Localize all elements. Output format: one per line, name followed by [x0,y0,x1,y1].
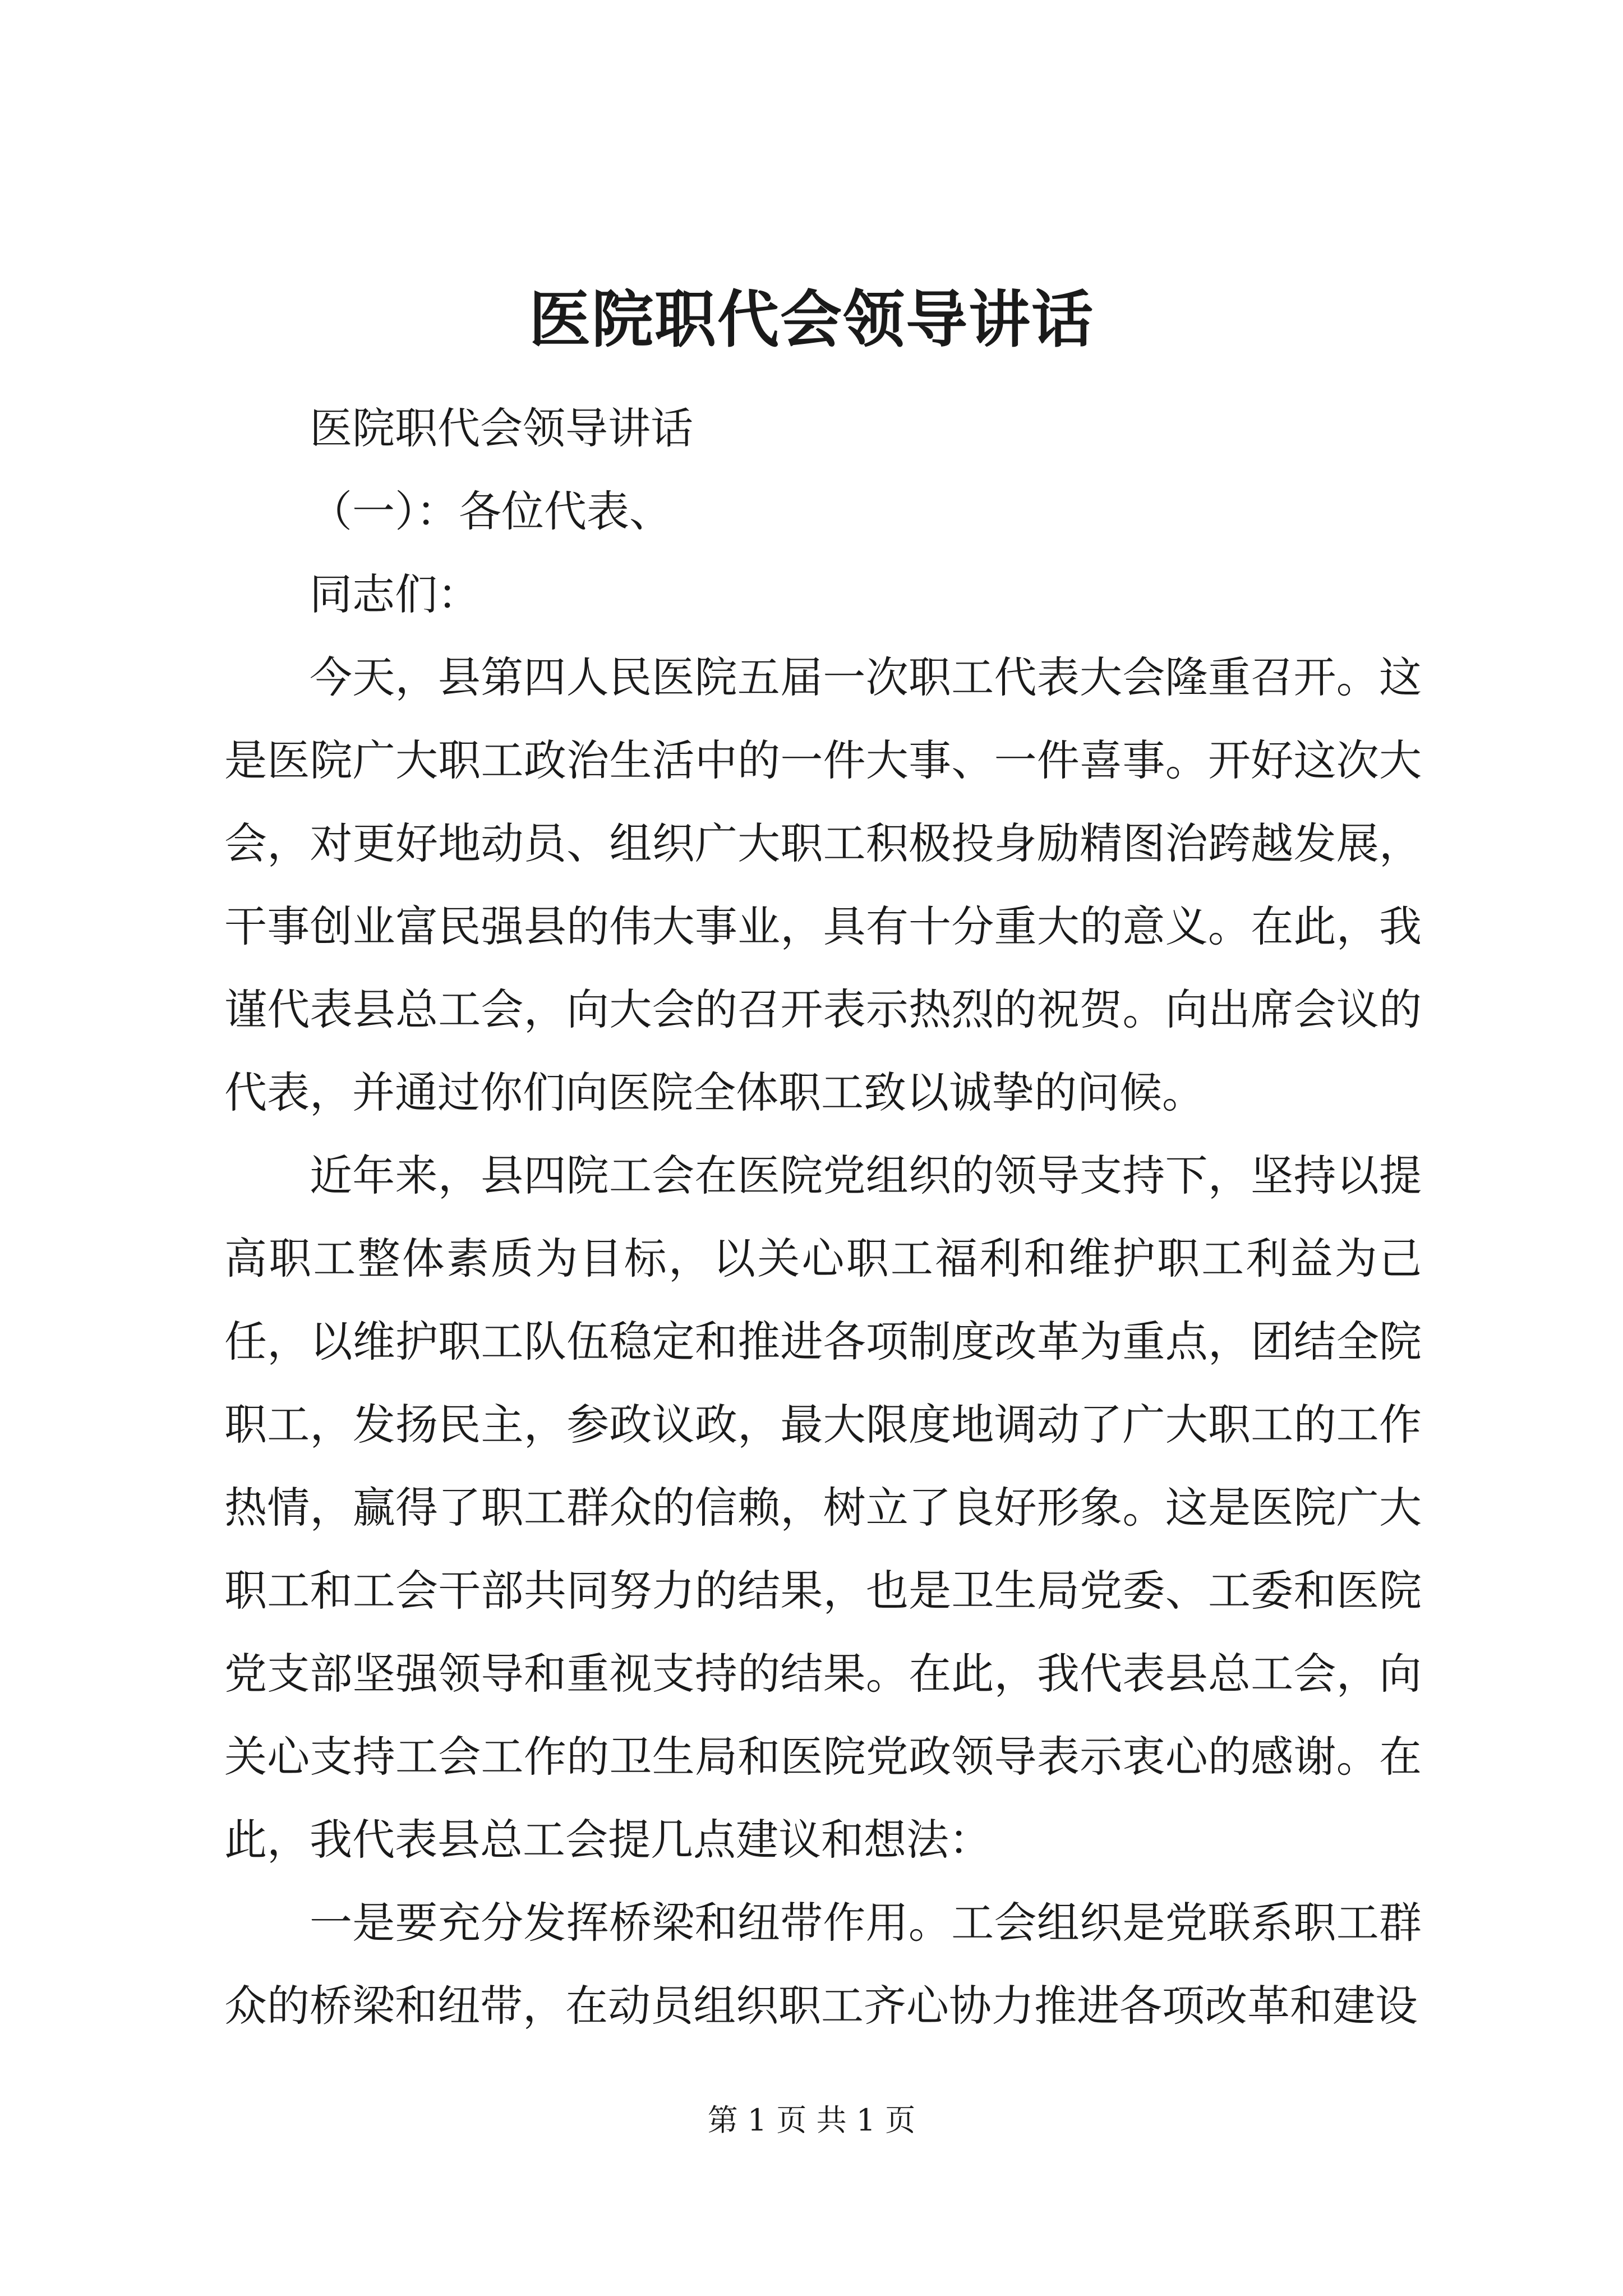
paragraph-body: 一是要充分发挥桥梁和纽带作用。工会组织是党联系职工群众的桥梁和纽带，在动员组织职工齐心协力推进各项改革和建设 [224,1898,1422,2031]
document-body [224,387,1422,2047]
paragraph-body: 近年来，县四院工会在医院党组织的领导支持下，坚持以提高职工整体素质为目标，以关心职工福利和维护职工利益为己任，以维护职工队伍稳定和推进各项制度改革为重点，团结全院职工，发扬民主，参政议政，最大限度地调动了广大职工的工作热情，赢得了职工群众的信赖，树立了良好形象。这是医院广大职工和工会干部共同努力的结果，也是卫生局党委、工委和医院党支部坚强领导和重视支持的结果。在此，我代表县总工会，向关心支持工会工作的卫生局和医院党政领导表示衷心的感谢。在此，我代表县总工会提几点建议和想法： [224,1151,1422,1865]
paragraph-body: 今天，县第四人民医院五届一次职工代表大会隆重召开。这是医院广大职工政治生活中的一件大事、一件喜事。开好这次大会，对更好地动员、组织广大职工积极投身励精图治跨越发展，干事创业富民强县的伟大事业，具有十分重大的意义。在此，我谨代表县总工会，向大会的召开表示热烈的祝贺。向出席会议的代表，并通过你们向医院全体职工致以诚挚的问候。 [224,652,1422,1117]
page-footer: 第 1 页 共 1 页 [707,2102,916,2138]
paragraph-salutation-1: （一）：各位代表、 [310,486,672,536]
paragraph-subtitle: 医院职代会领导讲话 [310,403,693,453]
paragraph-salutation-2: 同志们： [310,569,480,619]
document-title: 医院职代会领导讲话 [529,283,1094,356]
